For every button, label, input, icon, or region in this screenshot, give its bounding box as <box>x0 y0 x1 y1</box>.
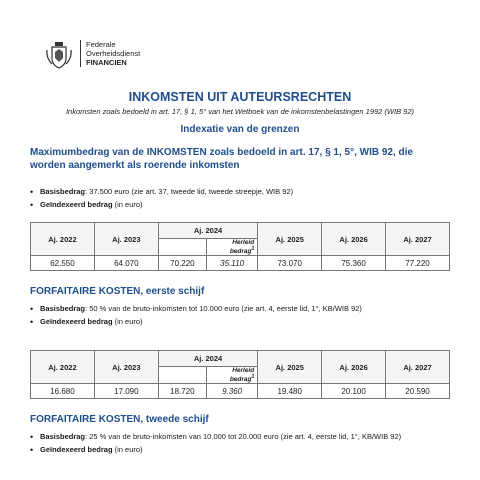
empty-sub-header <box>158 367 206 384</box>
col-header: Aj. 2022 <box>31 223 95 256</box>
col-header: Aj. 2022 <box>31 351 95 384</box>
table-cell: 62.550 <box>31 256 95 271</box>
table-cell: 17.090 <box>94 384 158 399</box>
section-heading: Indexatie van de grenzen <box>180 124 300 135</box>
section-1-bullets <box>30 187 450 213</box>
list-item <box>30 432 450 442</box>
list-item <box>30 187 450 197</box>
bullet-text: : 37.500 euro (zie art. 37, tweede lid, tweede streepje, WIB 92) <box>85 187 294 196</box>
bullet-label: Geïndexeerd bedrag <box>40 317 113 326</box>
section-1-heading: Maximumbedrag van de INKOMSTEN zoals bedoeld in art. 17, § 1, 5°, WIB 92, die worden aangemerkt als roerende inkomsten <box>30 147 413 171</box>
col-header: Aj. 2023 <box>94 351 158 384</box>
table-cell: 20.100 <box>322 384 386 399</box>
col-header: Aj. 2026 <box>322 351 386 384</box>
table-row <box>31 384 450 399</box>
org-line-1: Federale <box>86 40 116 49</box>
col-header: Aj. 2025 <box>258 351 322 384</box>
bullet-text: : 50 % van de bruto-inkomsten tot 10.000 euro (zie art. 4, eerste lid, 1°, KB/WIB 92) <box>85 304 362 313</box>
table-row <box>31 256 450 271</box>
org-line-3: FINANCIEN <box>86 58 127 67</box>
table-cell: 73.070 <box>258 256 322 271</box>
bullet-text: (in euro) <box>112 445 143 454</box>
sub-header <box>206 367 257 384</box>
list-item <box>30 445 450 455</box>
table-cell: 16.680 <box>31 384 95 399</box>
org-line-2: Overheidsdienst <box>86 49 141 58</box>
table-cell: 75.360 <box>322 256 386 271</box>
footnote-marker: 1 <box>251 374 255 380</box>
sub-header-text: Herleid bedrag <box>229 367 255 384</box>
page-title: INKOMSTEN UIT AUTEURSRECHTEN <box>128 90 352 104</box>
bullet-label: Geïndexeerd bedrag <box>40 445 113 454</box>
col-header: Aj. 2025 <box>258 223 322 256</box>
indexation-table-1 <box>30 222 450 271</box>
section-2-heading: FORFAITAIRE KOSTEN, eerste schijf <box>30 286 205 297</box>
table-cell: 18.720 <box>158 384 206 399</box>
bullet-text: : 25 % van de bruto-inkomsten van 10.000 tot 20.000 euro (zie art. 4, eerste lid, 1°, KB/WIB 92) <box>85 432 402 441</box>
col-header: Aj. 2027 <box>386 223 450 256</box>
list-item <box>30 304 450 314</box>
bullet-label: Basisbedrag <box>40 304 86 313</box>
footnote-marker: 1 <box>251 246 255 252</box>
indexation-table-2 <box>30 350 450 399</box>
sub-header-text: Herleid bedrag <box>229 239 255 256</box>
belgian-coat-of-arms-logo <box>44 40 74 70</box>
col-header: Aj. 2024 <box>158 223 257 239</box>
table-cell: 20.590 <box>386 384 450 399</box>
bullet-label: Basisbedrag <box>40 187 86 196</box>
table-cell: 64.070 <box>94 256 158 271</box>
org-name <box>80 40 140 67</box>
bullet-label: Basisbedrag <box>40 432 86 441</box>
header <box>44 40 140 70</box>
table-cell: 9.360 <box>206 384 257 399</box>
sub-header <box>206 239 257 256</box>
table-cell: 35.110 <box>206 256 257 271</box>
table-cell: 19.480 <box>258 384 322 399</box>
bullet-label: Geïndexeerd bedrag <box>40 200 113 209</box>
table-cell: 77.220 <box>386 256 450 271</box>
section-3-heading: FORFAITAIRE KOSTEN, tweede schijf <box>30 414 209 425</box>
table-cell: 70.220 <box>158 256 206 271</box>
bullet-text: (in euro) <box>112 317 143 326</box>
bullet-text: (in euro) <box>112 200 143 209</box>
list-item <box>30 317 450 327</box>
col-header: Aj. 2024 <box>158 351 257 367</box>
page-subtitle: Inkomsten zoals bedoeld in art. 17, § 1, 5° van het Wetboek van de inkomstenbelastingen 1992 (WIB 92) <box>65 107 415 116</box>
section-3-bullets <box>30 432 450 458</box>
col-header: Aj. 2027 <box>386 351 450 384</box>
section-2-bullets <box>30 304 450 330</box>
col-header: Aj. 2023 <box>94 223 158 256</box>
empty-sub-header <box>158 239 206 256</box>
col-header: Aj. 2026 <box>322 223 386 256</box>
list-item <box>30 200 450 210</box>
